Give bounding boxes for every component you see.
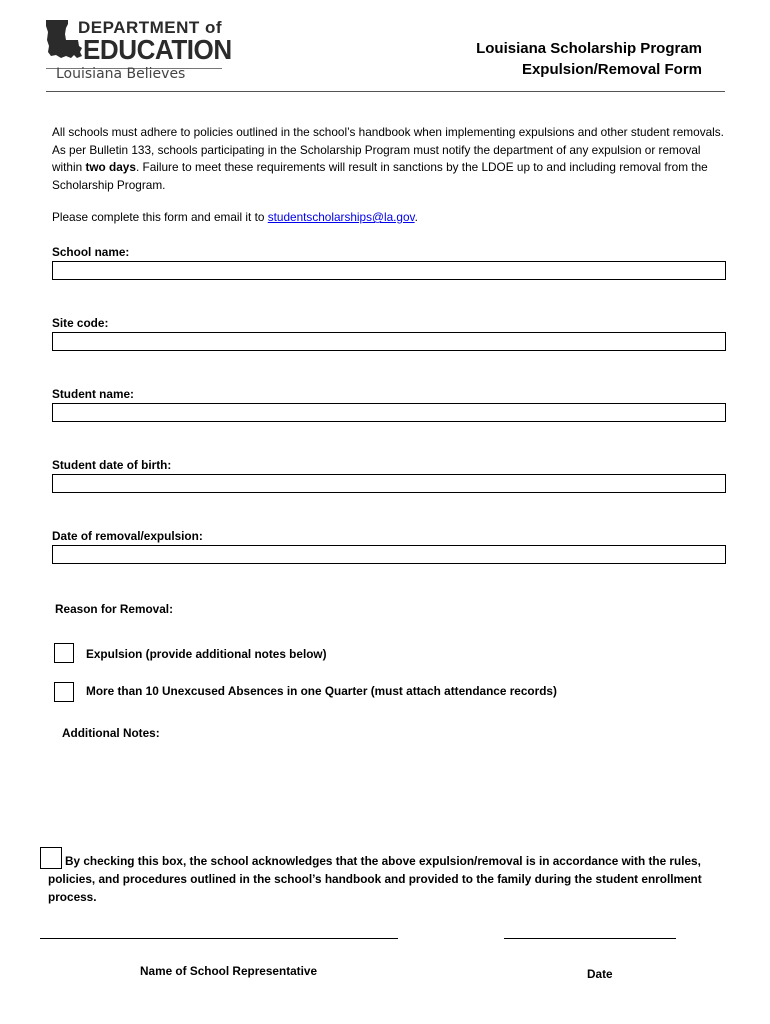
- intro-paragraph: [52, 124, 732, 194]
- absences-checkbox[interactable]: [54, 682, 74, 702]
- school-name-field[interactable]: [52, 261, 726, 280]
- instructions-suffix: .: [414, 210, 418, 224]
- logo-education-text: EDUCATION: [83, 34, 232, 65]
- expulsion-option-label: Expulsion (provide additional notes below): [86, 647, 327, 661]
- intro-text-2: . Failure to meet these requirements will result in sanctions by the LDOE up to and including removal from the Scholarship Program.: [52, 160, 708, 192]
- logo-tagline: Louisiana Believes: [56, 66, 186, 82]
- removal-date-field[interactable]: [52, 545, 726, 564]
- instructions: [52, 210, 418, 224]
- expulsion-checkbox[interactable]: [54, 643, 74, 663]
- form-title-program: Louisiana Scholarship Program: [476, 40, 702, 57]
- additional-notes-area[interactable]: [62, 748, 722, 838]
- header-divider: [46, 91, 725, 92]
- acknowledgement-statement: By checking this box, the school acknowledges that the above expulsion/removal is in accordance with the rules, policies, and procedures outlined in the school’s handbook and provided to the family during the student enrollment process.: [48, 854, 702, 904]
- removal-date-label: Date of removal/expulsion:: [52, 529, 203, 543]
- instructions-text: Please complete this form and email it to: [52, 210, 268, 224]
- student-name-field[interactable]: [52, 403, 726, 422]
- form-title-form: Expulsion/Removal Form: [521, 61, 702, 78]
- intro-deadline: two days: [85, 160, 136, 174]
- representative-signature-line[interactable]: [40, 938, 398, 939]
- form-title: [476, 38, 702, 80]
- email-link[interactable]: studentscholarships@la.gov: [267, 210, 415, 224]
- student-dob-field[interactable]: [52, 474, 726, 493]
- absences-option-label: More than 10 Unexcused Absences in one Quarter (must attach attendance records): [86, 684, 557, 698]
- intro-text-1: All schools must adhere to policies outlined in the school’s handbook when implementing expulsions and other student removals. As per Bulletin 133, schools participating in the Scholarship Program must notify the department of any expulsion or removal within: [52, 125, 724, 174]
- additional-notes-label: Additional Notes:: [62, 726, 160, 740]
- representative-label: Name of School Representative: [140, 964, 318, 978]
- date-signature-line[interactable]: [504, 938, 676, 939]
- logo-department-text: DEPARTMENT of: [78, 18, 223, 37]
- site-code-field[interactable]: [52, 332, 726, 351]
- acknowledgement-text: [48, 852, 733, 906]
- school-name-label: School name:: [52, 245, 130, 259]
- student-dob-label: Student date of birth:: [52, 458, 172, 472]
- site-code-label: Site code:: [52, 316, 109, 330]
- student-name-label: Student name:: [52, 387, 134, 401]
- date-label: Date: [587, 967, 613, 981]
- reason-label: Reason for Removal:: [55, 602, 173, 616]
- ldoe-logo: [44, 18, 232, 84]
